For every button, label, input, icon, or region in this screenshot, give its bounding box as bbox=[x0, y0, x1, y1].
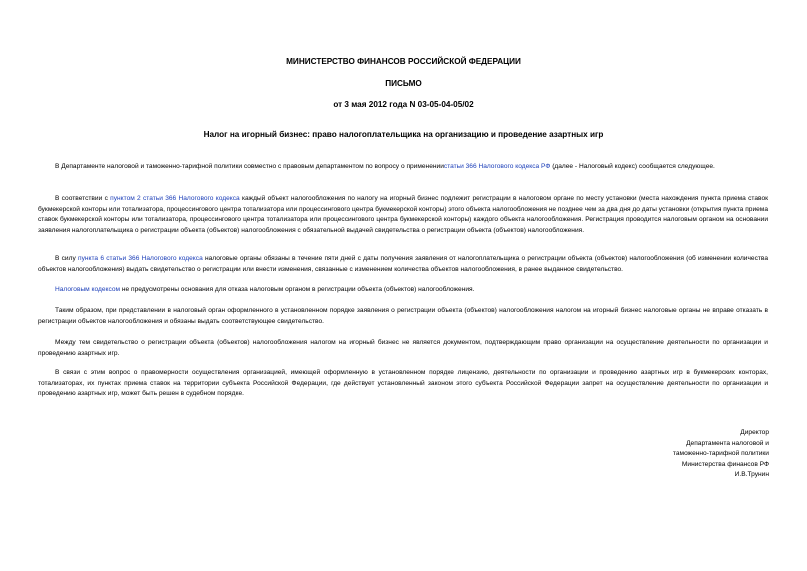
link-tax-code[interactable]: Налоговым кодексом bbox=[55, 286, 121, 293]
paragraph-5: Таким образом, при представлении в налоговый орган оформленного в установленном порядке заявления о регистрации объекта (объектов) налогообложения налогом на игорный бизнес налоговые органы не вправе отказать в регистрации объектов налогообложения и обязаны выдать соответствующее свидетельство. bbox=[38, 307, 768, 325]
signature-name: И.В.Трунин bbox=[734, 471, 769, 479]
paragraph-6: Между тем свидетельство о регистрации объекта (объектов) налогообложения налогом на игорный бизнес не является документом, подтверждающим право организации на осуществление деятельности по организации и проведению азартных игр. bbox=[38, 339, 768, 357]
paragraph-7: В связи с этим вопрос о правомерности осуществления организацией, имеющей оформленную в установленном порядке лицензию, деятельности по организации и проведению азартных игр в букмекерских конторах, тотализаторах, их пунктах приема ставок на территории субъекта Российской Федерации, где действует установленный законом этого субъекта Российской Федерации запрет на осуществление деятельности по организации и проведению азартных игр, может быть решен в судебном порядке. bbox=[38, 369, 768, 398]
link-article-366-point-2[interactable]: пунктом 2 статьи 366 Налогового кодекса bbox=[110, 195, 240, 202]
paragraph-2-text-end: каждый объект налогообложения по налогу на игорный бизнес подлежит регистрации в налоговом органе по месту установки (места нахождения пункта приема ставок букмекерской конторы или тотализатора, процессингового центра тотализатора или процессингового центра букмекерской конторы) этого объекта налогообложения не позднее чем за два дня до даты установки (открытия пункта приема ставок букмекерской конторы или тотализатора, процессингового центра тотализатора или процессингового центра букмекерской конторы) каждого объекта налогообложения. Регистрация проводится налоговым органом на основании заявления налогоплательщика о регистрации объекта (объектов) налогообложения с обязательной выдачей свидетельства о регистрации объекта (объектов) налогообложения. bbox=[38, 195, 769, 234]
signature-department: Департамента налоговой и bbox=[686, 439, 769, 447]
ministry-heading: МИНИСТЕРСТВО ФИНАНСОВ РОССИЙСКОЙ ФЕДЕРАЦИИ bbox=[286, 57, 521, 66]
signature-department-cont: таможенно-тарифной политики bbox=[672, 450, 769, 458]
paragraph-4 bbox=[38, 285, 768, 296]
signature-position: Директор bbox=[740, 429, 769, 436]
paragraph-1-text-start: В Департаменте налоговой и таможенно-тарифной политики совместно с правовым департаментом по вопросу о применении bbox=[55, 163, 444, 170]
paragraph-2-text-start: В соответствии с bbox=[55, 195, 111, 202]
signature-ministry: Министерства финансов РФ bbox=[681, 460, 769, 468]
document-date-number: от 3 мая 2012 года N 03-05-04-05/02 bbox=[333, 100, 474, 109]
document-subject: Налог на игорный бизнес: право налогоплательщика на организацию и проведение азартных игр bbox=[203, 130, 604, 139]
paragraph-3-text-end: налоговые органы обязаны в течение пяти дней с даты получения заявления от налогоплательщика о регистрации объекта (объектов) налогообложения (об изменении количества объектов налогообложения) выдать свидетельство о регистрации или внести изменения, связанные с изменением количества объектов налогообложения, в ранее выданное свидетельство. bbox=[38, 255, 768, 273]
paragraph-1 bbox=[38, 162, 768, 173]
paragraph-3 bbox=[38, 254, 768, 275]
link-article-366-point-6[interactable]: пункта 6 статьи 366 Налогового кодекса bbox=[78, 255, 203, 262]
link-article-366[interactable]: статьи 366 Налогового кодекса РФ bbox=[443, 163, 551, 170]
document-type-heading: ПИСЬМО bbox=[385, 79, 422, 88]
paragraph-1-text-end: (далее - Налоговый кодекс) сообщается следующее. bbox=[550, 163, 715, 170]
paragraph-2 bbox=[38, 194, 768, 236]
paragraph-3-text-start: В силу bbox=[55, 255, 78, 262]
paragraph-4-text-end: не предусмотрены основания для отказа налоговым органом в регистрации объекта (объектов) налогообложения. bbox=[120, 286, 475, 293]
signature-block bbox=[673, 428, 769, 481]
